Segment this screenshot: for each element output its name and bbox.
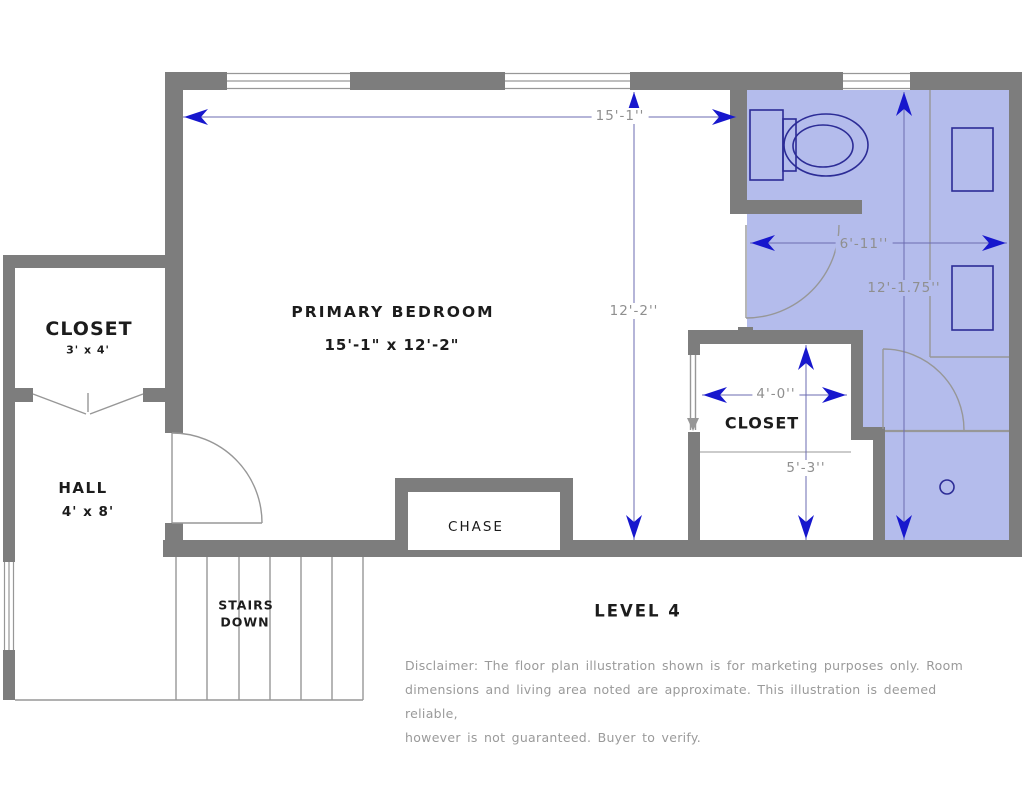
closet-tl-label: CLOSET	[45, 318, 133, 340]
dim-closet-width: 4'-0''	[752, 386, 799, 402]
wall-hall-door-stub	[165, 523, 183, 553]
window-top-3	[843, 72, 910, 90]
wall-chase-right	[560, 478, 573, 552]
closet-r-sliding-door	[687, 355, 699, 431]
dim-closet-depth: 5'-3''	[782, 460, 829, 476]
wall-hall-left-lower	[3, 650, 15, 700]
stairs-label-line2: DOWN	[220, 614, 270, 630]
wall-bifold-stub-right	[143, 388, 183, 402]
closet-tl-bifold-door	[33, 393, 143, 414]
dim-bath-width: 6'-11''	[836, 236, 893, 252]
window-top-2	[505, 72, 630, 90]
hall-label: HALL	[58, 479, 108, 497]
hall-size: 4' x 8'	[61, 504, 115, 520]
disclaimer-line1: Disclaimer: The floor plan illustration shown is for marketing purposes only. Room	[405, 658, 964, 673]
dim-bedroom-width: 15'-1''	[592, 108, 649, 124]
wall-chase-top	[395, 478, 573, 492]
stairs-label-line1: STAIRS	[218, 597, 274, 613]
wall-closet-r-left-lower	[688, 432, 700, 540]
dim-bedroom-depth: 12'-2''	[606, 303, 663, 319]
wall-closet-r-left-stub	[688, 330, 700, 355]
level-label: LEVEL 4	[594, 601, 682, 621]
wall-jog	[851, 427, 885, 440]
wall-hall-left-upper	[3, 402, 15, 562]
wall-toilet-room	[730, 200, 862, 214]
wall-closet-tl-left	[3, 255, 15, 402]
closet-tl-size: 3' x 4'	[66, 343, 110, 357]
dim-bath-depth: 12'-1.75''	[863, 280, 944, 296]
closet-r-label: CLOSET	[724, 413, 800, 433]
wall-closet-tl-right	[165, 268, 183, 433]
chase-label: CHASE	[448, 519, 504, 535]
disclaimer-line3: however is not guaranteed. Buyer to verify.	[405, 730, 702, 745]
wall-bedroom-left	[165, 72, 183, 268]
wall-shower-left	[873, 440, 885, 540]
window-hall-left	[3, 562, 15, 650]
window-top-1	[227, 72, 350, 90]
disclaimer	[405, 654, 965, 750]
disclaimer-line2: dimensions and living area noted are approximate. This illustration is deemed reliable,	[405, 682, 937, 721]
wall-closet-bath	[851, 344, 863, 428]
wall-closet-r-top	[688, 330, 863, 344]
wall-closet-tl-top	[3, 255, 183, 268]
hall-bedroom-door	[172, 433, 262, 523]
wall-right	[1009, 72, 1022, 553]
wall-bed-bath-divider	[730, 72, 747, 208]
wall-bottom	[163, 540, 1022, 557]
primary-bedroom-label: PRIMARY BEDROOM	[291, 303, 495, 321]
wall-bifold-stub-left	[3, 388, 33, 402]
primary-bedroom-size: 15'-1" x 12'-2"	[324, 336, 460, 354]
